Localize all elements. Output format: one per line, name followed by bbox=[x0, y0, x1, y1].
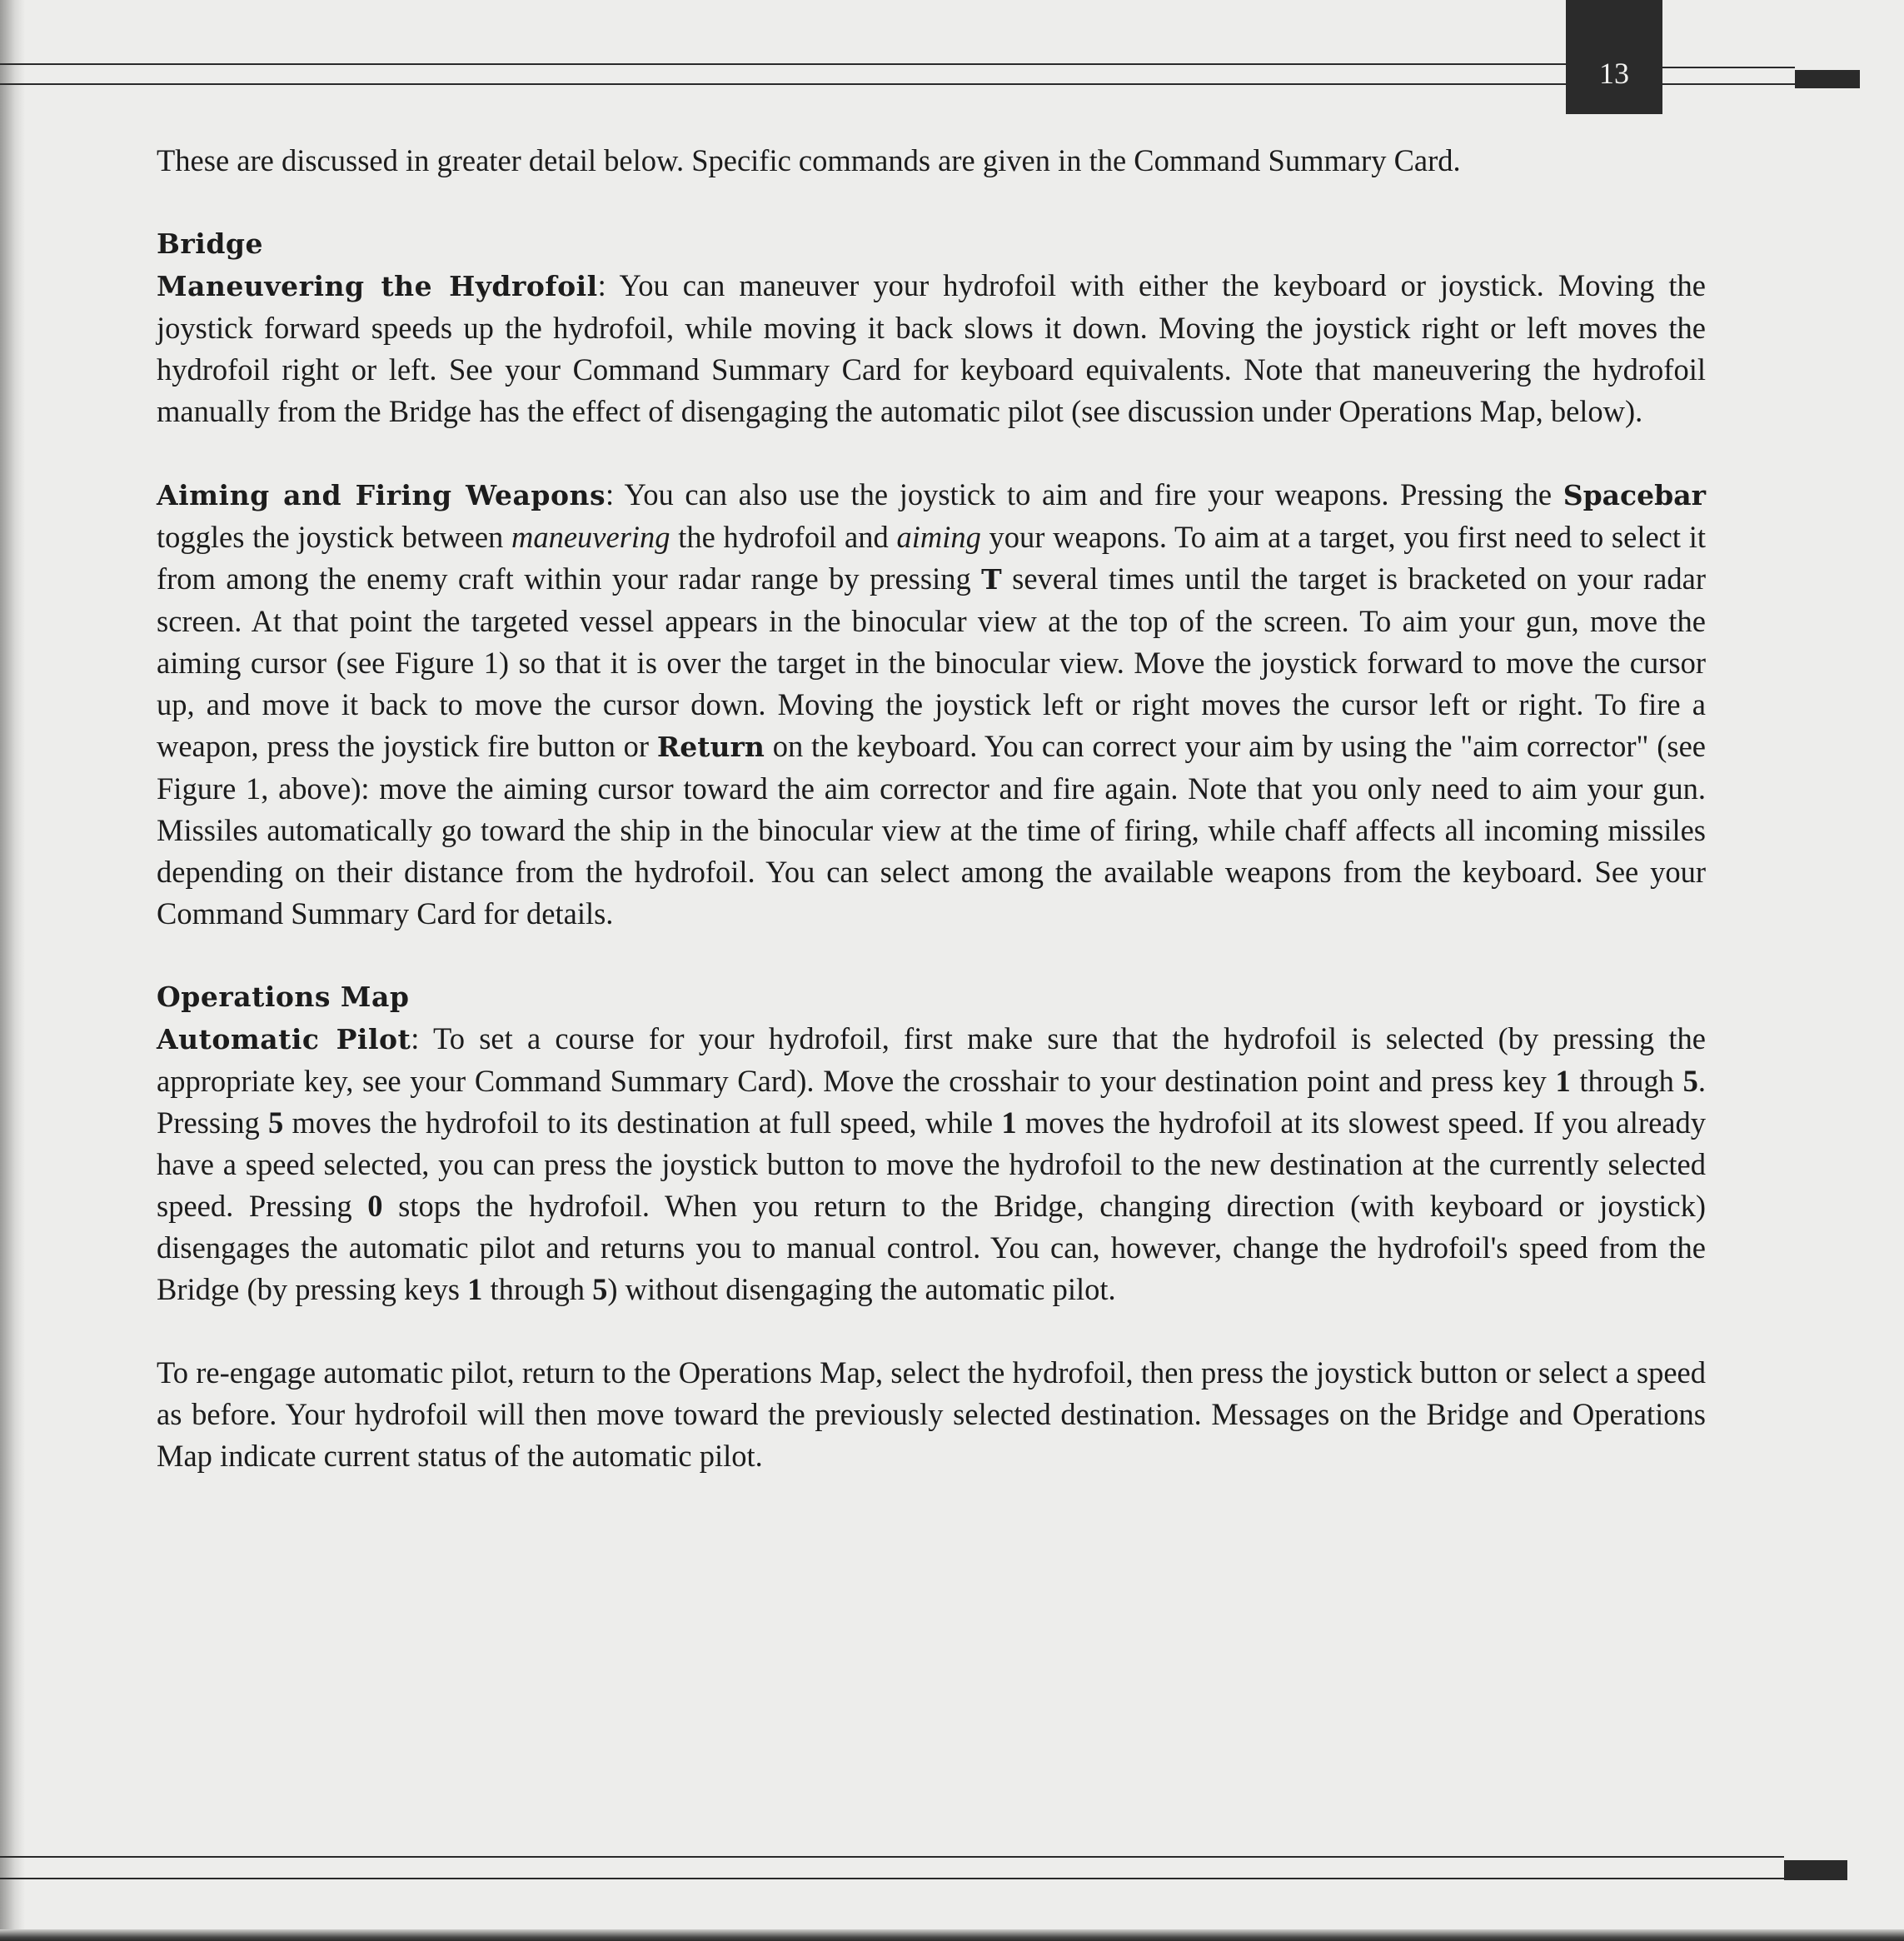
subheading-automatic-pilot: Automatic Pilot bbox=[157, 1023, 411, 1055]
key-spacebar: Spacebar bbox=[1563, 479, 1706, 511]
header-rule bbox=[1662, 83, 1795, 85]
page-number: 13 bbox=[1599, 57, 1629, 90]
footer-rule bbox=[0, 1878, 1784, 1879]
maneuvering-text: : You can maneuver your hydrofoil with either the keyboard or joystick. Moving the joystick forward speeds up the hydrofoil, while moving it back slows it down. Moving the joystick right or left moves the hydrofoil right or left. See your Command Summary Card for keyboard equivalents. Note that maneuvering the hydrofoil manually from the Bridge has the effect of disengaging the automatic pilot (see discussion under Operations Map, below). bbox=[157, 268, 1706, 428]
section-heading-operations-map: Operations Map bbox=[157, 980, 410, 1013]
intro-paragraph: These are discussed in greater detail below. Specific commands are given in the Command Summary Card. bbox=[157, 143, 1461, 177]
aiming-text: on the keyboard. You can correct your aim by using the "aim corrector" (see Figure 1, above): move the aiming cursor toward the aim corrector and fire again. Note that you only need to aim your gun. Missiles automatically go toward the ship in the binocular view at the time of firing, while chaff affects all incoming missiles depending on their distance from the hydrofoil. You can select among the available weapons from the keyboard. See your Command Summary Card for details. bbox=[157, 729, 1706, 931]
aiming-text: your weapons. To aim at a target, you first need to select it from among the enemy craft within your radar range by pressing bbox=[157, 520, 1706, 596]
page-number-tab bbox=[1566, 0, 1662, 114]
key-return: Return bbox=[656, 731, 765, 763]
maneuvering-paragraph bbox=[157, 265, 1706, 432]
key-5: 5 bbox=[592, 1272, 608, 1306]
reengage-paragraph: To re-engage automatic pilot, return to the Operations Map, select the hydrofoil, then press the joystick button or select a speed as before. Your hydrofoil will then move toward the previously selected destination. Messages on the Bridge and Operations Map indicate current status of the automatic pilot. bbox=[157, 1355, 1706, 1473]
key-5: 5 bbox=[1682, 1064, 1698, 1098]
autopilot-text: through bbox=[1570, 1064, 1683, 1098]
page-body bbox=[157, 140, 1706, 1477]
subheading-maneuvering: Maneuvering the Hydrofoil bbox=[157, 270, 598, 302]
footer-rule-block bbox=[1784, 1860, 1847, 1880]
autopilot-paragraph bbox=[157, 1018, 1706, 1310]
header-rule bbox=[0, 63, 1566, 65]
autopilot-text: moves the hydrofoil at its slowest speed. If you already have a speed selected, you can press the joystick button to move the hydrofoil to the new destination at the currently selected speed. Pressing bbox=[157, 1105, 1706, 1223]
key-1: 1 bbox=[1555, 1064, 1571, 1098]
section-heading-bridge: Bridge bbox=[157, 227, 263, 260]
autopilot-text: stops the hydrofoil. When you return to the Bridge, changing direction (with keyboard or joystick) disengages the automatic pilot and returns you to manual control. You can, however, change the hydrofoil's speed from the Bridge (by pressing keys bbox=[157, 1189, 1706, 1306]
key-5: 5 bbox=[267, 1105, 284, 1140]
header-rule-block bbox=[1795, 70, 1860, 88]
autopilot-text: moves the hydrofoil to its destination at full speed, while bbox=[283, 1105, 1002, 1140]
aiming-text: the hydrofoil and bbox=[670, 520, 897, 554]
header-rule bbox=[1662, 67, 1795, 68]
key-t: T bbox=[981, 563, 1002, 596]
aiming-paragraph bbox=[157, 474, 1706, 935]
key-1: 1 bbox=[467, 1272, 483, 1306]
autopilot-text: through bbox=[482, 1272, 593, 1306]
autopilot-text: : To set a course for your hydrofoil, first make sure that the hydrofoil is selected (by pressing the appropriate key, see your Command Summary Card). Move the crosshair to your destination point and press key bbox=[157, 1021, 1706, 1098]
key-1: 1 bbox=[1001, 1105, 1017, 1140]
aiming-text: several times until the target is bracketed on your radar screen. At that point the targeted vessel appears in the binocular view at the top of the screen. To aim your gun, move the aiming cursor (see Figure 1) so that it is over the target in the binocular view. Move the joystick forward to move the cursor up, and move it back to move the cursor down. Moving the joystick left or right moves the cursor left or right. To fire a weapon, press the joystick fire button or bbox=[157, 561, 1706, 763]
subheading-aiming: Aiming and Firing Weapons bbox=[157, 479, 606, 511]
autopilot-text: ) without disengaging the automatic pilot. bbox=[607, 1272, 1116, 1306]
page-bottom-edge bbox=[0, 1929, 1904, 1941]
emphasis-aiming: aiming bbox=[896, 520, 981, 554]
autopilot-text: . Pressing bbox=[157, 1064, 1706, 1140]
spine-shadow bbox=[0, 0, 25, 1941]
aiming-text: : You can also use the joystick to aim and fire your weapons. Pressing the bbox=[606, 477, 1563, 511]
footer-rule bbox=[0, 1856, 1784, 1858]
aiming-text: toggles the joystick between bbox=[157, 520, 511, 554]
key-0: 0 bbox=[367, 1189, 383, 1223]
emphasis-maneuvering: maneuvering bbox=[511, 520, 670, 554]
header-rule bbox=[0, 83, 1566, 85]
